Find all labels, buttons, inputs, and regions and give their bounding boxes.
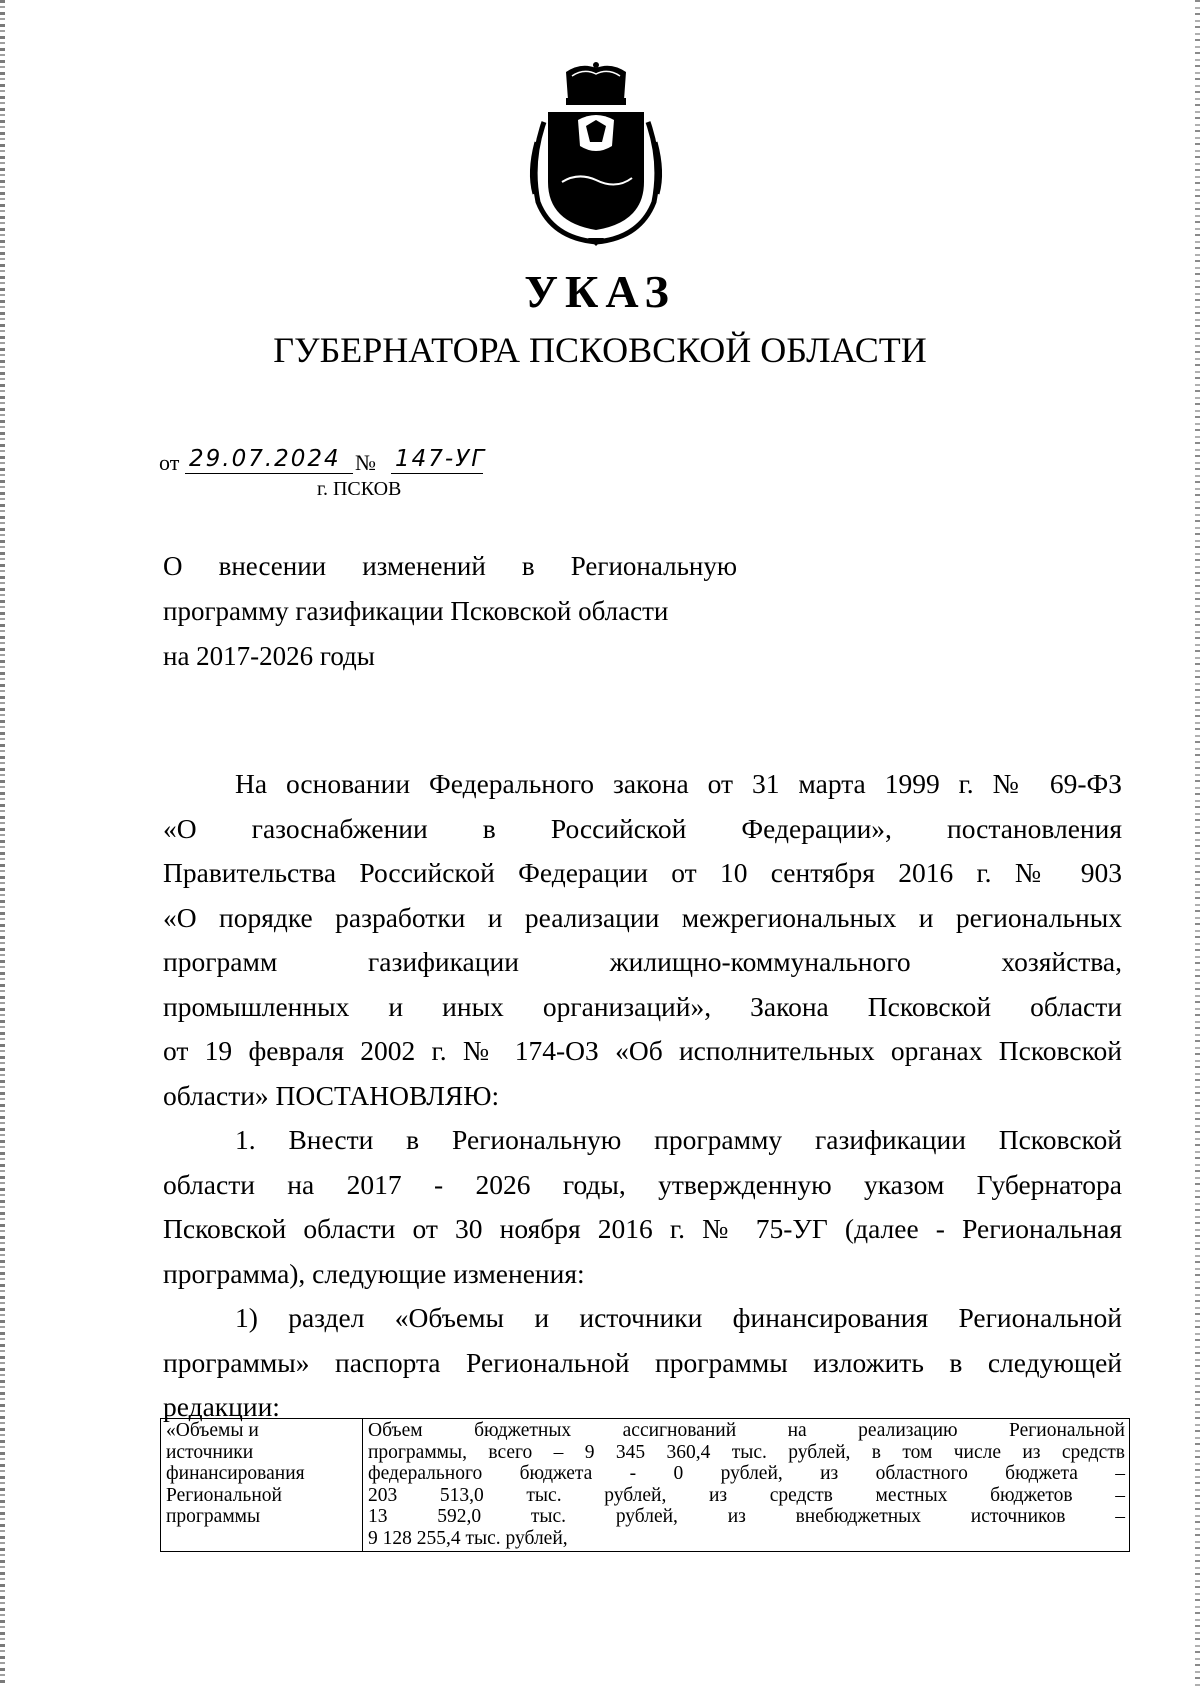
document-number: 147-УГ xyxy=(391,446,483,474)
body-line: Псковской области от 30 ноября 2016 г. № 75-УГ (далее - Региональная xyxy=(163,1213,1122,1244)
body-line: области» ПОСТАНОВЛЯЮ: xyxy=(163,1079,500,1111)
financing-table xyxy=(160,1418,1130,1552)
document-body xyxy=(163,762,1122,1430)
body-line: программа), следующие изменения: xyxy=(163,1257,585,1289)
coat-of-arms-emblem xyxy=(526,62,666,246)
body-line: «О порядке разработки и реализации межрегиональных и региональных xyxy=(163,901,1122,933)
cell-line: программы, всего – 9 345 360,4 тыс. рублей, в том числе из средств xyxy=(368,1441,1125,1463)
date-number-line xyxy=(159,438,559,478)
body-line: программ газификации жилищно-коммунального хозяйства, xyxy=(163,946,1122,977)
body-line: Правительства Российской Федерации от 10 сентября 2016 г. № 903 xyxy=(163,857,1122,888)
subject-line: О внесении изменений в Региональную xyxy=(163,551,737,581)
cell-line: Объем бюджетных ассигнований на реализацию Региональной xyxy=(368,1420,1125,1441)
cell-line: «Объемы и xyxy=(166,1420,259,1441)
cell-line: финансирования xyxy=(166,1463,305,1484)
cell-line: 9 128 255,4 тыс. рублей, xyxy=(368,1527,568,1549)
body-line: «О газоснабжении в Российской Федерации», постановления xyxy=(163,812,1122,844)
subject-line: на 2017-2026 годы xyxy=(163,641,375,671)
document-subtitle: ГУБЕРНАТОРА ПСКОВСКОЙ ОБЛАСТИ xyxy=(273,330,927,370)
subject-line: программу газификации Псковской области xyxy=(163,596,669,626)
cell-line: 13 592,0 тыс. рублей, из внебюджетных источников – xyxy=(368,1506,1125,1527)
body-line: редакции: xyxy=(163,1391,280,1422)
document-subject xyxy=(163,544,737,679)
number-prefix: № xyxy=(355,450,376,475)
cell-line: источники xyxy=(166,1441,254,1463)
cell-line: федерального бюджета - 0 рублей, из областного бюджета – xyxy=(368,1463,1125,1484)
body-line: На основании Федерального закона от 31 марта 1999 г. № 69-ФЗ xyxy=(235,768,1122,799)
table-row xyxy=(161,1419,1130,1552)
city-label: г. ПСКОВ xyxy=(317,478,402,500)
cell-line: Региональной xyxy=(166,1484,282,1506)
body-line: 1. Внести в Региональную программу газификации Псковской xyxy=(235,1124,1122,1155)
body-line: промышленных и иных организаций», Закона Псковской области xyxy=(163,990,1122,1022)
body-line: 1) раздел «Объемы и источники финансирования Региональной xyxy=(235,1302,1122,1333)
body-line: программы» паспорта Региональной программы изложить в следующей xyxy=(163,1346,1122,1378)
scan-edge-right xyxy=(1195,0,1200,1686)
document-title: УКАЗ xyxy=(524,266,676,317)
body-line: от 19 февраля 2002 г. № 174-ОЗ «Об исполнительных органах Псковской xyxy=(163,1035,1122,1066)
scan-edge-left xyxy=(0,0,5,1686)
signed-date: 29.07.2024 xyxy=(185,446,353,474)
cell-line: 203 513,0 тыс. рублей, из средств местных бюджетов – xyxy=(368,1484,1125,1506)
cell-line: программы xyxy=(166,1506,261,1527)
table-cell-value xyxy=(363,1419,1130,1552)
body-line: области на 2017 - 2026 годы, утвержденную указом Губернатора xyxy=(163,1168,1122,1200)
date-prefix: от xyxy=(159,450,180,475)
table-cell-label xyxy=(161,1419,363,1552)
